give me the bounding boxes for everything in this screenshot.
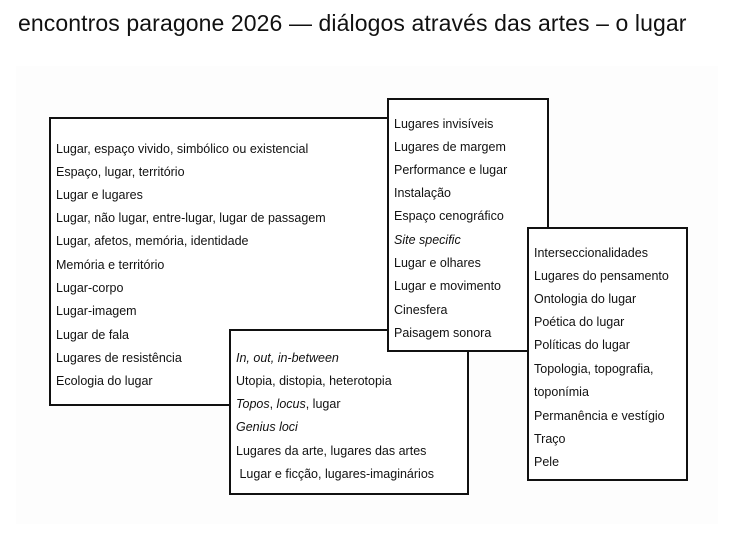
list-item: Performance e lugar	[394, 163, 508, 177]
topic-box-3	[229, 329, 469, 495]
list-item: Cinesfera	[394, 303, 448, 317]
list-item: Utopia, distopia, heterotopia	[236, 374, 392, 388]
list-item: Lugares invisíveis	[394, 117, 494, 131]
list-item: Lugares da arte, lugares das artes	[236, 444, 427, 458]
list-item: Interseccionalidades	[534, 246, 648, 260]
list-item: Lugar e olhares	[394, 256, 481, 270]
topic-box-4	[527, 227, 688, 481]
list-item: Lugares do pensamento	[534, 269, 669, 283]
list-item	[236, 396, 340, 412]
list-item: Memória e território	[56, 258, 165, 272]
list-item: Políticas do lugar	[534, 338, 630, 352]
list-item: Espaço, lugar, território	[56, 165, 185, 179]
list-item: Ontologia do lugar	[534, 292, 637, 306]
list-item: Lugar, não lugar, entre-lugar, lugar de passagem	[56, 211, 326, 225]
list-item: Permanência e vestígio	[534, 409, 665, 423]
list-item-part: ,	[269, 397, 277, 411]
list-item: Ecologia do lugar	[56, 374, 153, 388]
list-item-italic-part: Topos	[236, 397, 270, 411]
topic-box-2	[387, 98, 549, 352]
list-item: Lugar e ficção, lugares-imaginários	[236, 467, 435, 481]
list-item: Paisagem sonora	[394, 326, 492, 340]
list-item: Instalação	[394, 186, 451, 200]
list-item-part: , lugar	[305, 397, 341, 411]
list-item: Topologia, topografia,	[534, 362, 654, 376]
list-item: toponímia	[534, 385, 589, 399]
list-item: Lugar e movimento	[394, 279, 502, 293]
page-title: encontros paragone 2026 — diálogos através das artes – o lugar	[18, 10, 687, 36]
list-item: Traço	[534, 432, 566, 446]
list-item: In, out, in-between	[236, 351, 339, 365]
list-item: Pele	[534, 455, 560, 469]
list-item: Lugares de margem	[394, 140, 506, 154]
list-item-italic-part: locus	[276, 397, 306, 411]
list-item: Poética do lugar	[534, 315, 625, 329]
list-item: Site specific	[394, 233, 461, 247]
list-item: Lugar-corpo	[56, 281, 124, 295]
list-item: Lugar e lugares	[56, 188, 143, 202]
list-item: Genius loci	[236, 420, 298, 434]
list-item: Lugares de resistência	[56, 351, 182, 365]
list-item: Lugar, espaço vivido, simbólico ou existencial	[56, 142, 309, 156]
list-item: Lugar-imagem	[56, 304, 137, 318]
list-item: Espaço cenográfico	[394, 209, 504, 223]
list-item: Lugar, afetos, memória, identidade	[56, 234, 249, 248]
list-item: Lugar de fala	[56, 328, 129, 342]
